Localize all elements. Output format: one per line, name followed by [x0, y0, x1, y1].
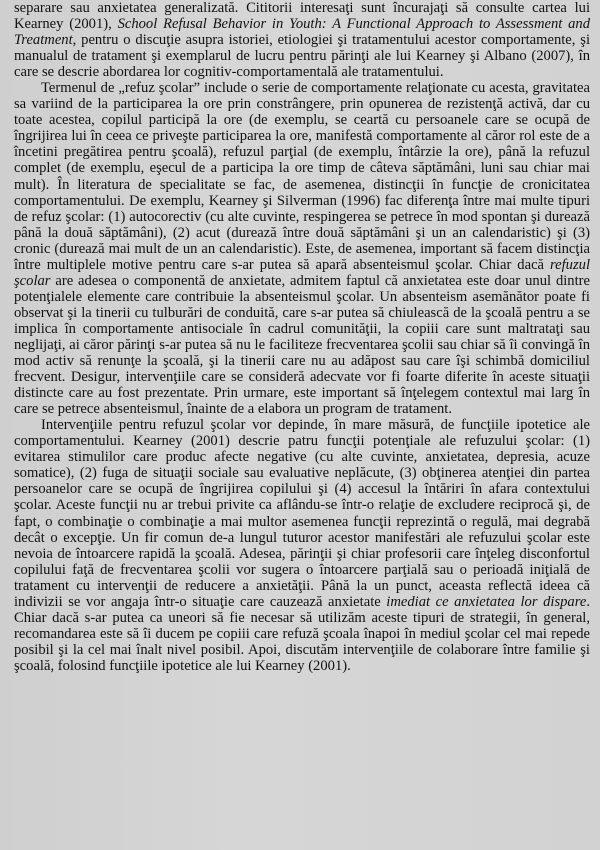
text-segment: separare sau anxietatea generalizată. Cititorii interesaţi sunt încurajaţi să consulte cartea lui Kearney (2001), — [14, 0, 590, 33]
paragraph-continued — [14, 0, 590, 80]
text-segment: , pentru o discuţie asupra istoriei, etiologiei şi tratamentului acestor comportamente, şi manualul de tratament şi exemplarul de lucru pentru părinţi ale lui Kearney şi Albano (2007), în care se descrie abordarea lor cognitiv-comportamentală ale tratamentului. — [14, 32, 590, 81]
italic-phrase: imediat ce anxietatea lor dispare — [386, 593, 587, 610]
book-title-italic: School Refusal Behavior in Youth: A Functional Approach to Assessment and Treatment — [14, 16, 590, 49]
text-segment: are adesea o componentă de anxietate, admitem faptul că anxietatea este doar unul dintre potenţialele elemente care contribuie la absenteismul şcolar. Un absenteism asemănător poate fi observat şi la tinerii cu tulburări de conduită, care s-ar putea să chiulească de la şcoală pentru a se implica în comportamente antisociale în cadrul comunităţii, la copiii care sunt maltrataţi sau neglijaţi, ai căror părinţi s-ar putea să nu le faciliteze frecventarea şcolii sau chiar să îi convingă în mod activ să renunţe la şcoală, şi la tinerii care nu au adăpost sau care îşi schimbă domiciliul frecvent. Desigur, intervenţiile care se consideră adecvate vor fi foarte diferite în aceste situaţii distincte care au fost prezentate. Prin urmare, este important să înţelegem contextul mai larg în care se petrece absenteismul, înainte de a elabora un program de tratament. — [14, 272, 590, 418]
text-segment: Intervenţiile pentru refuzul şcolar vor depinde, în mare măsură, de funcţiile ipotetice ale comportamentului. Kearney (2001) descrie patru funcţii potenţiale ale refuzului şcolar: (1) evitarea stimulilor care produc afecte negative (cu alte cuvinte, anxietatea, depresia, acuze somatice), (2) fuga de situaţii sociale sau evaluative neplăcute, (3) obţinerea atenţiei din partea persoanelor care se ocupă de îngrijirea copilului şi (4) accesul la întăriri în afara contextului şcolar. Aceste funcţii nu ar trebui privite ca aflându-se într-o relaţie de excludere reciprocă şi, de fapt, o combinaţie o combinaţie a mai multor asemenea funcţii reprezintă o regulă, mai degrabă decât o excepţie. Un fir comun de-a lungul tuturor acestor manifestări ale refuzului şcolar este nevoia de întoarcere rapidă la şcoală. Adesea, părinţii şi chiar profesorii care înţeleg disconfortul copilului faţă de frecventarea şcolii vor sugera o întoarcere parţială sau o perioadă iniţială de tratament cu intervenţii de reducere a anxietăţii. Până la un punct, aceasta reflectă ideea că indivizii se vor angaja într-o situaţie care cauzează anxietate — [14, 417, 590, 610]
text-segment: Termenul de „refuz şcolar” include o serie de comportamente relaţionate cu acesta, gravitatea sa variind de la participarea la ore prin constrângere, prin opunerea de rezistenţă activă, dar cu toate acestea, copilul participă la ore (de exemplu, se ceartă cu persoanele care se ocupă de îngrijirea lui în ceea ce priveşte participarea la ore, manifestă comportamente al căror rol este de a încetini pregătirea pentru şcoală), refuzul parţial (de exemplu, întârzie la ore), până la refuzul complet (de exemplu, eşecul de a participa la ore timp de câteva săptămâni, luni sau chiar mai mult). În literatura de specialitate se fac, de asemenea, distincţii în funcţie de cronicitatea comportamentului. De exemplu, Kearney şi Silverman (1996) fac diferenţa între mai multe tipuri de refuz şcolar: (1) autocorectiv (cu alte cuvinte, respingerea se petrece în mod spontan şi durează până la două săptămâni), (2) acut (durează între două săptămâni şi un an calendaristic) şi (3) cronic (durează mai mult de un an calendaristic). Este, de asemenea, important să facem distincţia între multiplele motive pentru care s-ar putea să apară absenteismul şcolar. Chiar dacă — [14, 80, 590, 273]
body-text — [14, 0, 590, 674]
text-segment: . Chiar dacă s-ar putea ca uneori să fie necesar să utilizăm aceste tipuri de strategii, în general, recomandarea este să îi ducem pe copiii care refuză şcoala înapoi în mediul şcolar cel mai repede posibil şi la cel mai înalt nivel posibil. Apoi, discutăm intervenţiile de colaborare între familie şi şcoală, folosind funcţiile ipotetice ale lui Kearney (2001). — [14, 593, 590, 674]
paragraph-school-refusal-definition — [14, 80, 590, 417]
italic-term: refuzul şcolar — [14, 256, 590, 289]
paragraph-interventions — [14, 417, 590, 674]
